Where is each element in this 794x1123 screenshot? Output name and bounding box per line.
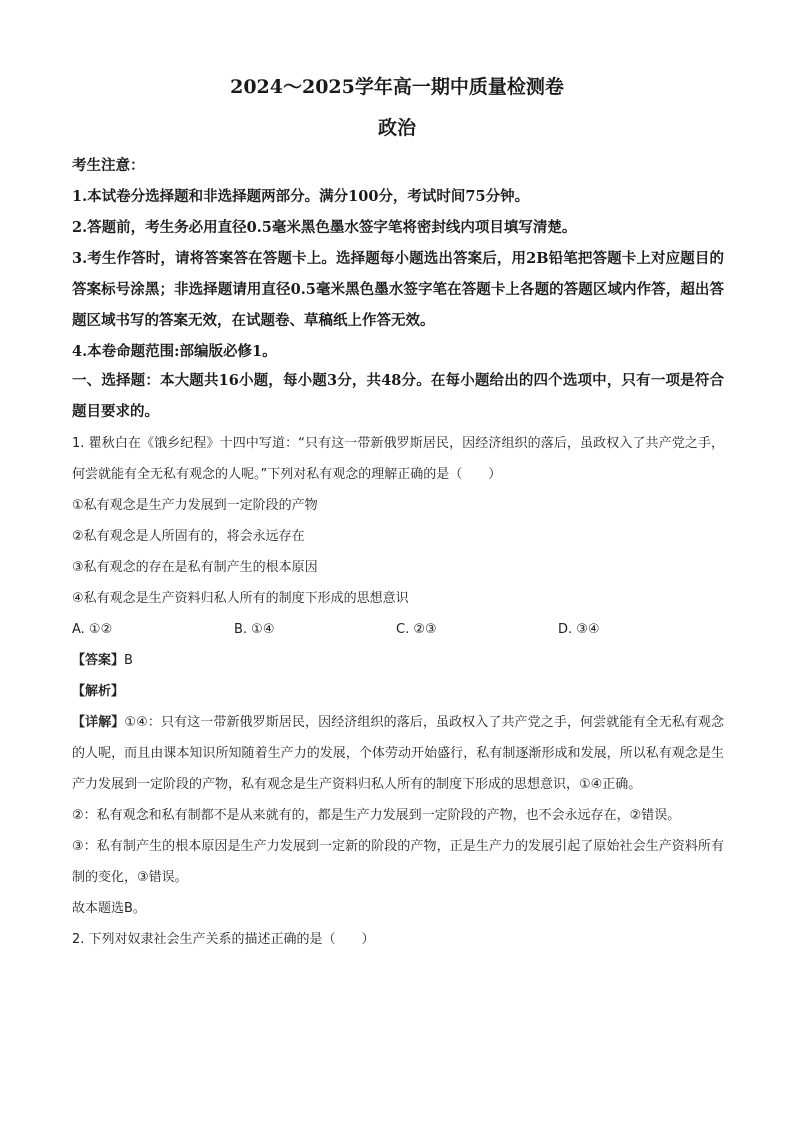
detail-paragraph-1 xyxy=(72,707,724,800)
detail-paragraph-3: ③：私有制产生的根本原因是生产力发展到一定新的阶段的产物，正是生产力的发展引起了原始社会生产资料所有制的变化，③错误。 xyxy=(72,839,724,885)
notes-item-3: 3.考生作答时，请将答案答在答题卡上。选择题每小题选出答案后，用2B铅笔把答题卡上对应题目的答案标号涂黑；非选择题请用直径0.5毫米黑色墨水签字笔在答题卡上各题的答题区域内作答，超出答题区域书写的答案无效，在试题卷、草稿纸上作答无效。 xyxy=(72,250,724,329)
question-1-statement-2: ②私有观念是人所固有的，将会永远存在 xyxy=(72,529,305,544)
notes-item-1: 1.本试卷分选择题和非选择题两部分。满分100分，考试时间75分钟。 xyxy=(72,188,530,205)
answer-label: 【答案】 xyxy=(72,653,125,668)
question-1-options xyxy=(72,614,724,645)
section-heading-choice xyxy=(72,365,724,427)
section-heading-text: 一、选择题：本大题共16小题，每小题3分，共48分。在每小题给出的四个选项中，只有一项是符合题目要求的。 xyxy=(72,372,724,420)
exam-title: 2024～2025学年高一期中质量检测卷 xyxy=(230,76,564,98)
exam-notes xyxy=(72,150,724,367)
question-1-statement-1: ①私有观念是生产力发展到一定阶段的产物 xyxy=(72,498,318,513)
option-a: A. ①② xyxy=(72,622,113,637)
analysis-line xyxy=(72,676,724,707)
option-d: D. ③④ xyxy=(558,622,600,637)
option-b: B. ①④ xyxy=(234,622,275,637)
conclusion-line: 故本题选B。 xyxy=(72,901,146,916)
notes-heading: 考生注意： xyxy=(72,157,145,174)
analysis-label: 【解析】 xyxy=(72,684,125,699)
detail-text-1: ①④：只有这一带新俄罗斯居民，因经济组织的落后，虽政权入了共产党之手，何尝就能有全无私有观念的人呢，而且由课本知识所知随着生产力的发展，个体劳动开始盛行，私有制逐渐形成和发展，所以私有观念是生产力发展到一定阶段的产物，私有观念是生产资料归私人所有的制度下形成的思想意识，①④正确。 xyxy=(72,715,724,792)
question-1-statement-4: ④私有观念是生产资料归私人所有的制度下形成的思想意识 xyxy=(72,591,409,606)
option-c: C. ②③ xyxy=(396,622,437,637)
answer-value: B xyxy=(124,653,133,668)
question-area xyxy=(72,428,724,955)
question-2-stem: 2. 下列对奴隶社会生产关系的描述正确的是（ ） xyxy=(72,932,375,947)
notes-item-2: 2.答题前，考生务必用直径0.5毫米黑色墨水签字笔将密封线内项目填写清楚。 xyxy=(72,219,577,236)
answer-line xyxy=(72,645,724,676)
question-1-statement-3: ③私有观念的存在是私有制产生的根本原因 xyxy=(72,560,318,575)
notes-item-4: 4.本卷命题范围:部编版必修1。 xyxy=(72,343,277,360)
subject-title: 政治 xyxy=(377,117,416,139)
question-1-stem: 1. 瞿秋白在《饿乡纪程》十四中写道：“只有这一带新俄罗斯居民，因经济组织的落后，虽政权入了共产党之手，何尝就能有全无私有观念的人呢。”下列对私有观念的理解正确的是（ ） xyxy=(72,436,724,482)
detail-label: 【详解】 xyxy=(72,715,125,730)
detail-paragraph-2: ②：私有观念和私有制都不是从来就有的，都是生产力发展到一定阶段的产物，也不会永远存在，②错误。 xyxy=(72,808,681,823)
